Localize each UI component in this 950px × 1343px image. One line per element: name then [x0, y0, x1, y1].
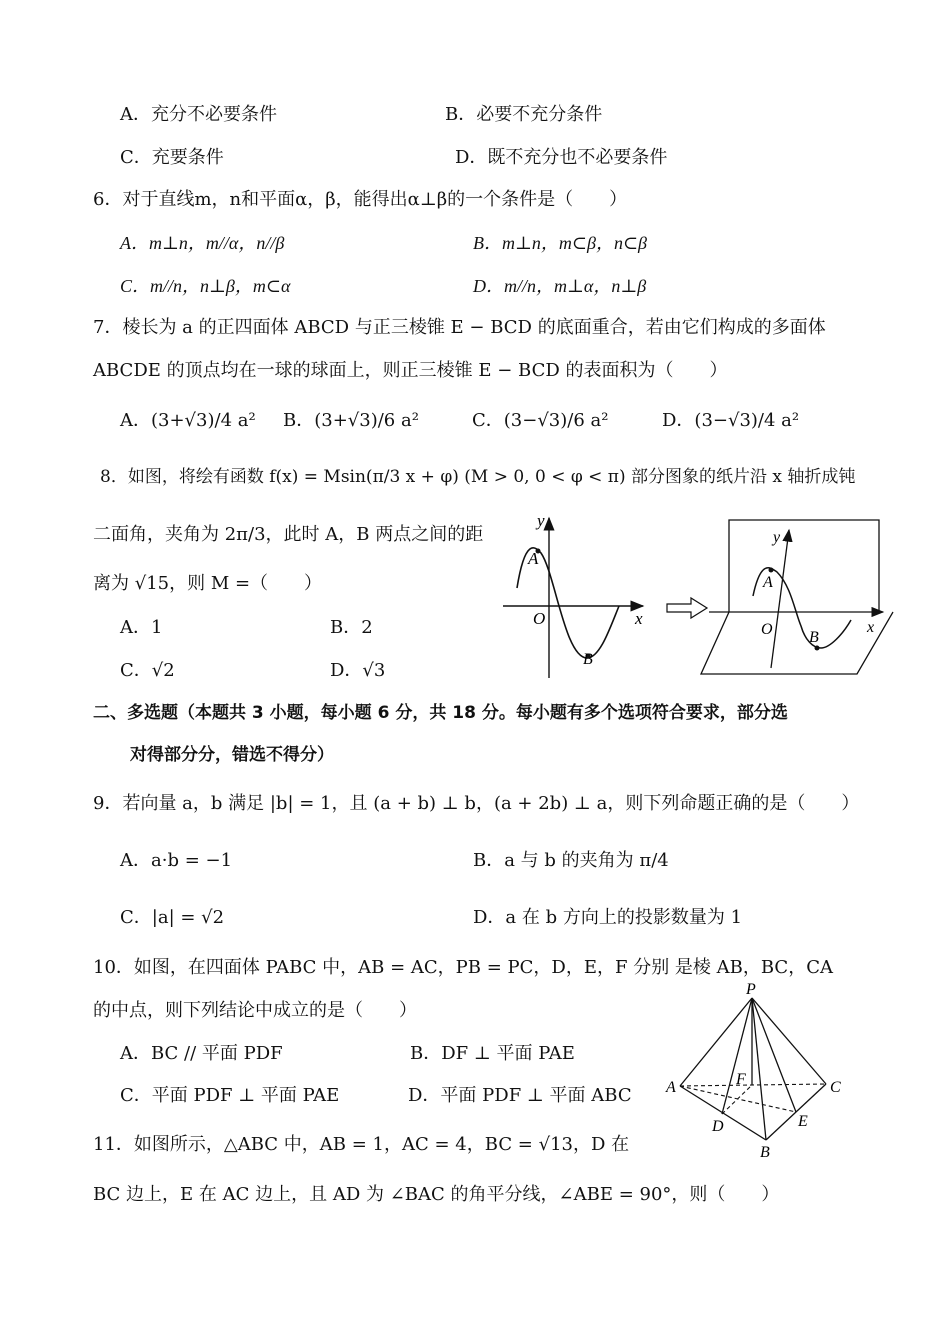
q7-option-a: A．(3+√3)/4 a²: [120, 410, 256, 431]
q8-right-label-b: B: [809, 629, 819, 646]
q8-label-b: B: [583, 651, 593, 668]
q10-label-c: C: [830, 1079, 841, 1096]
q7-line1: 7．棱长为 a 的正四面体 ABCD 与正三棱锥 E − BCD 的底面重合，若由它们构成的多面体: [93, 317, 826, 338]
q10-label-a: A: [666, 1079, 676, 1096]
q10-option-d: D．平面 PDF ⊥ 平面 ABC: [408, 1085, 632, 1106]
q10-label-p: P: [746, 981, 756, 998]
q7-option-d: D．(3−√3)/4 a²: [662, 410, 800, 431]
q6-stem: 6．对于直线m，n和平面α，β，能得出α⊥β的一个条件是（ ）: [93, 189, 628, 210]
q11-line1: 11．如图所示，△ABC 中，AB = 1，AC = 4，BC = √13，D 在: [93, 1134, 630, 1155]
q9-option-d: D．a 在 b 方向上的投影数量为 1: [473, 907, 743, 928]
q5-option-d: D．既不充分也不必要条件: [455, 147, 668, 168]
q7-option-b: B．(3+√3)/6 a²: [283, 410, 419, 431]
section2-heading-line2: 对得部分分，错选不得分）: [130, 745, 334, 765]
q7-option-c: C．(3−√3)/6 a²: [472, 410, 609, 431]
q10-line1: 10．如图，在四面体 PABC 中，AB = AC，PB = PC，D，E，F 分别 是棱 AB，BC，CA: [93, 957, 833, 978]
q8-right-point-a: [769, 568, 774, 573]
q10-edge-pc: [752, 998, 826, 1084]
q10-edge-ac-hidden: [680, 1084, 826, 1086]
q8-fold-arrow: [667, 598, 707, 618]
q8-option-d: D．√3: [330, 660, 386, 681]
q8-right-label-x: x: [867, 619, 875, 636]
q8-option-c: C．√2: [120, 660, 175, 681]
q5-option-b: B．必要不充分条件: [445, 104, 603, 125]
q11-line2: BC 边上，E 在 AC 边上，且 AD 为 ∠BAC 的角平分线，∠ABE = 90°，则（ ）: [93, 1184, 780, 1205]
section2-heading-line1: 二、多选题（本题共 3 小题，每小题 6 分，共 18 分。每小题有多个选项符合要求，部分选: [93, 703, 788, 723]
q10-label-e: E: [798, 1113, 808, 1130]
q10-segment-pe: [752, 998, 796, 1112]
q10-segment-df-hidden: [722, 1085, 752, 1114]
q9-option-c: C．|a| = √2: [120, 907, 225, 928]
q8-line3: 离为 √15，则 M =（ ）: [93, 573, 323, 594]
q10-line2: 的中点，则下列结论中成立的是（ ）: [93, 1000, 417, 1021]
q9-option-a: A．a·b = −1: [120, 850, 233, 871]
q6-option-a: A．m⊥n，m//α，n//β: [120, 233, 285, 253]
q8-option-b: B．2: [330, 617, 373, 638]
q6-option-d: D．m//n，m⊥α，n⊥β: [473, 276, 647, 296]
q8-right-y-axis: [771, 530, 789, 668]
q8-line1: 8．如图，将绘有函数 f(x) = Msin(π/3 x + φ) (M > 0, 0 < φ < π) 部分图象的纸片沿 x 轴折成钝: [100, 467, 856, 487]
q8-option-a: A．1: [120, 617, 163, 638]
q5-option-a: A．充分不必要条件: [120, 104, 277, 125]
q8-right-label-o: O: [761, 621, 773, 638]
q10-edge-pb: [752, 998, 766, 1140]
q10-label-f: F: [736, 1071, 746, 1088]
q7-line2: ABCDE 的顶点均在一球的球面上，则正三棱锥 E − BCD 的表面积为（ ）: [93, 360, 728, 381]
q8-upright-plane: [729, 520, 879, 612]
q8-right-point-b: [815, 646, 820, 651]
q8-label-a: A: [528, 549, 539, 568]
q8-line2: 二面角，夹角为 2π/3，此时 A，B 两点之间的距: [93, 524, 484, 545]
q10-option-c: C．平面 PDF ⊥ 平面 PAE: [120, 1085, 340, 1106]
q10-label-d: D: [712, 1118, 724, 1135]
q10-label-b: B: [760, 1144, 770, 1161]
q9-option-b: B．a 与 b 的夹角为 π/4: [473, 850, 669, 871]
q8-label-y: y: [537, 511, 545, 530]
q10-option-b: B．DF ⊥ 平面 PAE: [410, 1043, 575, 1064]
q8-label-x: x: [635, 609, 643, 628]
q8-tilted-plane: [701, 612, 893, 674]
q6-option-c: C．m//n，n⊥β，m⊂α: [120, 276, 291, 296]
q8-right-label-y: y: [773, 529, 781, 546]
q5-option-c: C．充要条件: [120, 147, 224, 168]
q8-right-label-a: A: [763, 574, 773, 591]
q8-label-o: O: [533, 609, 546, 628]
q10-option-a: A．BC // 平面 PDF: [120, 1043, 283, 1064]
q8-figure: [495, 508, 895, 688]
q10-figure: [660, 980, 850, 1162]
q9-stem: 9．若向量 a，b 满足 |b| = 1，且 (a + b) ⊥ b，(a + 2b) ⊥ a，则下列命题正确的是（ ）: [93, 793, 860, 814]
q6-option-b: B．m⊥n，m⊂β，n⊂β: [473, 233, 648, 253]
